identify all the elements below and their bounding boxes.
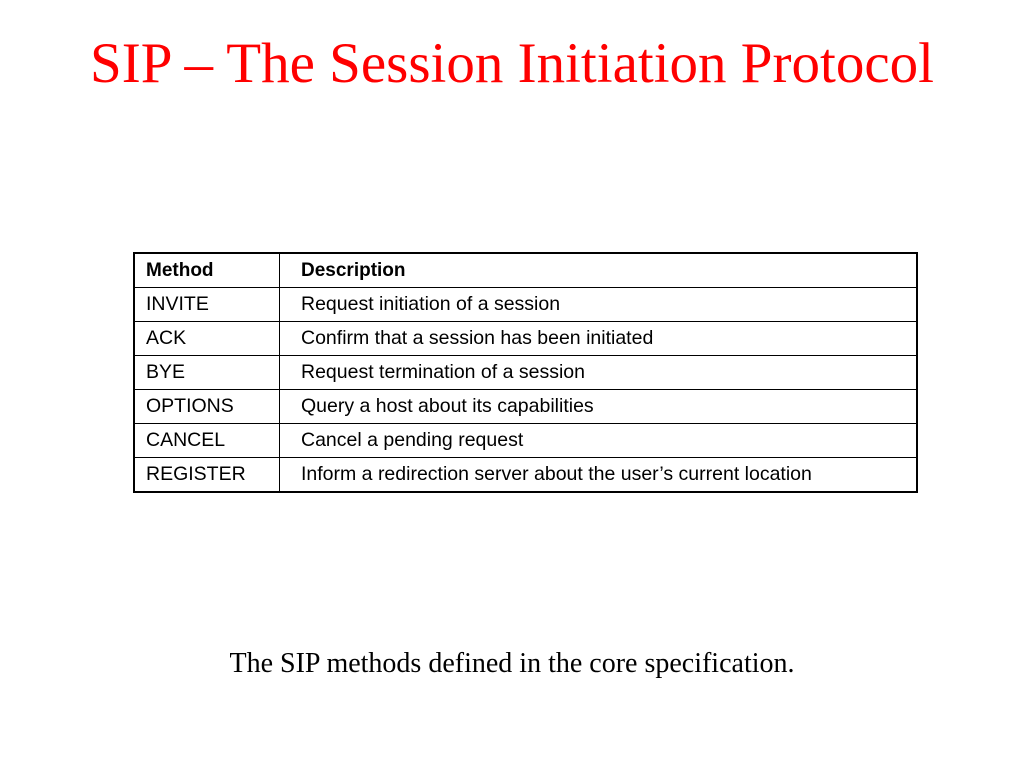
header-description: Description (280, 253, 918, 288)
table-row (134, 458, 917, 493)
description-cell: Cancel a pending request (280, 424, 918, 458)
description-cell: Query a host about its capabilities (280, 390, 918, 424)
header-method: Method (134, 253, 280, 288)
table-row (134, 356, 917, 390)
description-cell: Request termination of a session (280, 356, 918, 390)
method-cell: REGISTER (134, 458, 280, 493)
method-cell: ACK (134, 322, 280, 356)
method-cell: INVITE (134, 288, 280, 322)
table-row (134, 322, 917, 356)
table-row (134, 424, 917, 458)
description-cell: Inform a redirection server about the user’s current location (280, 458, 918, 493)
sip-methods-table (133, 252, 918, 493)
table-caption: The SIP methods defined in the core specification. (229, 648, 795, 679)
table-row (134, 390, 917, 424)
method-cell: OPTIONS (134, 390, 280, 424)
table-header-row (134, 253, 917, 288)
method-cell: BYE (134, 356, 280, 390)
table-row (134, 288, 917, 322)
description-cell: Confirm that a session has been initiated (280, 322, 918, 356)
description-cell: Request initiation of a session (280, 288, 918, 322)
method-cell: CANCEL (134, 424, 280, 458)
slide-title: SIP – The Session Initiation Protocol (90, 32, 934, 95)
